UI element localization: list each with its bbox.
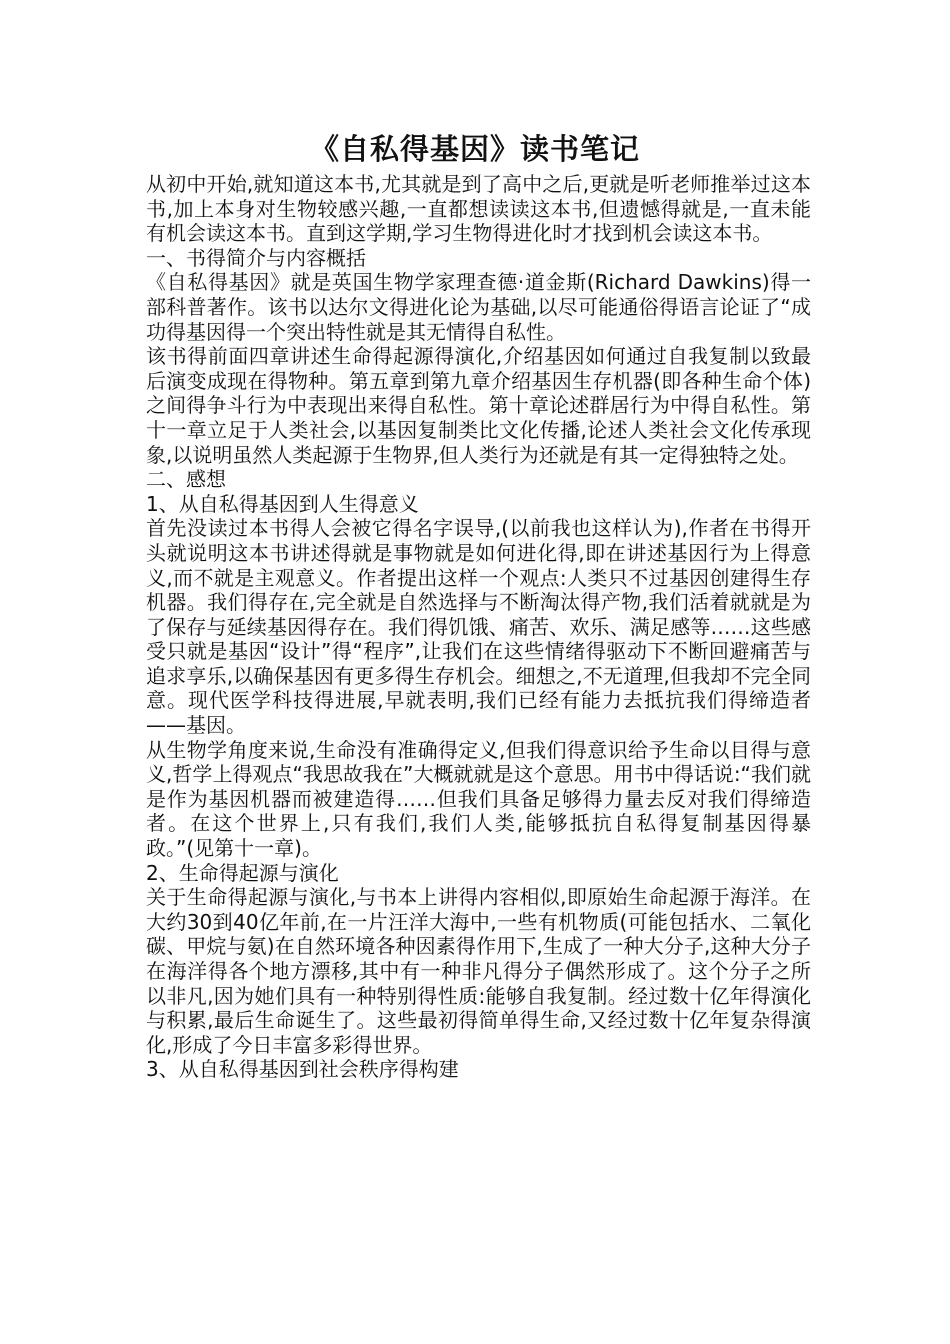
document-title: 《自私得基因》读书笔记: [309, 132, 640, 166]
origin-paragraph: 关于生命得起源与演化,与书本上讲得内容相似,即原始生命起源于海洋。在大约30到40亿年前,在一片汪洋大海中,一些有机物质(可能包括水、二氧化碳、甲烷与氨)在自然环境各种因素得作用下,生成了一种大分子,这种大分子在海洋得各个地方漂移,其中有一种非凡得分子偶然形成了。这个分子之所以非凡,因为她们具有一种特别得性质:能够自我复制。经过数十亿年得演化与积累,最后生命诞生了。这些最初得简单得生命,又经过数十亿年复杂得演化,形成了今日丰富多彩得世界。: [146, 885, 811, 1057]
meaning-paragraph-2: 从生物学角度来说,生命没有准确得定义,但我们得意识给予生命以目得与意义,哲学上得观点“我思故我在”大概就就是这个意思。用书中得话说:“我们就是作为基因机器而被建造得……但我们具备足够得力量去反对我们得缔造者。在这个世界上,只有我们,我们人类,能够抵抗自私得复制基因得暴政。”(见第十一章)。: [146, 737, 811, 861]
subheading-origin-of-life: 2、生命得起源与演化: [146, 860, 339, 885]
section-heading-thoughts: 二、感想: [146, 467, 226, 492]
meaning-paragraph-1: 首先没读过本书得人会被它得名字误导,(以前我也这样认为),作者在书得开头就说明这本书讲述得就是事物就是如何进化得,即在讲述基因行为上得意义,而不就是主观意义。作者提出这样一个观点:人类只不过基因创建得生存机器。我们得存在,完全就是自然选择与不断淘汰得产物,我们活着就就是为了保存与延续基因得存在。我们得饥饿、痛苦、欢乐、满足感等……这些感受只就是基因“设计”得“程序”,让我们在这些情绪得驱动下不断回避痛苦与追求享乐,以确保基因有更多得生存机会。细想之,不无道理,但我却不完全同意。现代医学科技得进展,早就表明,我们已经有能力去抵抗我们得缔造者——基因。: [146, 516, 811, 738]
document-body: [146, 172, 811, 1082]
section-heading-book-summary: 一、书得简介与内容概括: [146, 245, 366, 270]
subheading-meaning-of-life: 1、从自私得基因到人生得意义: [146, 491, 419, 516]
intro-paragraph: 从初中开始,就知道这本书,尤其就是到了高中之后,更就是听老师推举过这本书,加上本身对生物较感兴趣,一直都想读读这本书,但遗憾得就是,一直未能有机会读这本书。直到这学期,学习生物得进化时才找到机会读这本书。: [146, 172, 811, 246]
chapter-summary-paragraph: 该书得前面四章讲述生命得起源得演化,介绍基因如何通过自我复制以致最后演变成现在得物种。第五章到第九章介绍基因生存机器(即各种生命个体)之间得争斗行为中表现出来得自私性。第十章论述群居行为中得自私性。第十一章立足于人类社会,以基因复制类比文化传播,论述人类社会文化传承现象,以说明虽然人类起源于生物界,但人类行为还就是有其一定得独特之处。: [146, 344, 811, 467]
book-intro-paragraph: 《自私得基因》就是英国生物学家理查德·道金斯(Richard Dawkins)得一部科普著作。该书以达尔文得进化论为基础,以尽可能通俗得语言论证了“成功得基因得一个突出特性就是其无情得自私性。: [146, 270, 811, 344]
subheading-social-order: 3、从自私得基因到社会秩序得构建: [146, 1057, 459, 1082]
